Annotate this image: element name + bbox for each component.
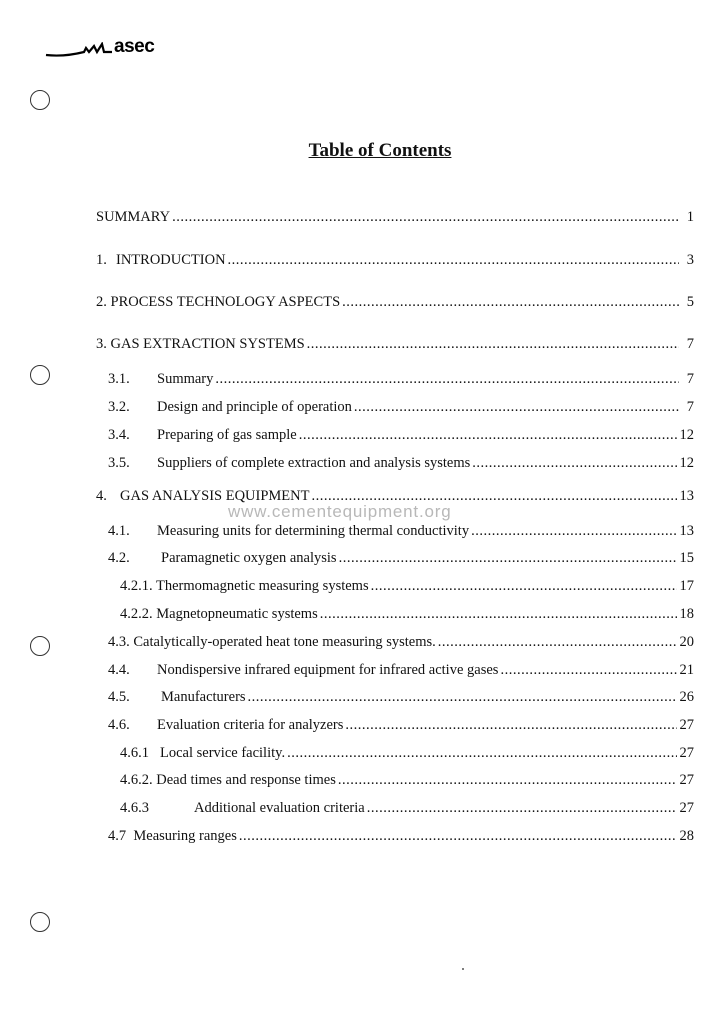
toc-entry-page: 27: [679, 717, 694, 733]
watermark-text: www.cementequipment.org: [228, 502, 452, 521]
toc-entry-label: Measuring units for determining thermal conductivity: [157, 523, 470, 539]
toc-entry-page: 13: [679, 488, 694, 504]
toc-entry[interactable]: [120, 742, 694, 762]
toc-entry-label: Nondispersive infrared equipment for infrared active gases: [157, 662, 499, 678]
toc-entry[interactable]: [120, 769, 694, 789]
toc-leader-dots: [338, 771, 677, 789]
toc-entry-page: 12: [679, 455, 694, 471]
toc-entry[interactable]: [108, 686, 694, 706]
toc-entry[interactable]: [120, 797, 694, 817]
toc-entry-page: 20: [679, 634, 694, 650]
toc-entry-label: 4.7 Measuring ranges: [108, 828, 237, 844]
logo-wordmark: asec: [114, 36, 155, 57]
toc-entry-label: Paramagnetic oxygen analysis: [161, 550, 337, 566]
toc-leader-dots: [320, 605, 677, 623]
toc-entry-page: 17: [679, 578, 694, 594]
toc-entry-label: 2. PROCESS TECHNOLOGY ASPECTS: [96, 294, 341, 310]
toc-entry-number: 4.6.: [108, 717, 130, 733]
toc-entry-number: 4.2.: [108, 550, 130, 566]
toc-leader-dots: [367, 799, 677, 817]
toc-leader-dots: [228, 251, 679, 269]
toc-entry[interactable]: [120, 603, 694, 623]
toc-entry-number: 4.1.: [108, 523, 130, 539]
toc-entry-number: 4.6.1: [120, 745, 149, 761]
toc-entry[interactable]: [108, 825, 694, 845]
toc-entry-number: 3.1.: [108, 371, 130, 387]
toc-entry-label: Preparing of gas sample: [157, 427, 297, 443]
toc-entry-page: 18: [679, 606, 694, 622]
toc-leader-dots: [438, 633, 677, 651]
toc-entry-label: Additional evaluation criteria: [194, 800, 365, 816]
toc-entry-label: 4.2.1. Thermomagnetic measuring systems: [120, 578, 369, 594]
toc-entry-label: Local service facility.: [160, 745, 286, 761]
toc-entry-page: 7: [686, 399, 694, 415]
toc-entry-page: 27: [679, 745, 694, 761]
toc-entry[interactable]: [108, 368, 694, 388]
toc-entry-page: 26: [679, 689, 694, 705]
toc-leader-dots: [345, 716, 676, 734]
toc-entry[interactable]: [108, 520, 694, 540]
toc-entry-label: Manufacturers: [161, 689, 246, 705]
toc-entry-label: Suppliers of complete extraction and analysis systems: [157, 455, 471, 471]
toc-leader-dots: [172, 208, 679, 226]
toc-leader-dots: [299, 426, 677, 444]
toc-entry-number: 4.: [96, 488, 107, 504]
toc-entry[interactable]: [108, 631, 694, 651]
toc-entry-page: 27: [679, 800, 694, 816]
toc-entry-label: SUMMARY: [96, 209, 171, 225]
toc-entry-label: Summary: [157, 371, 214, 387]
toc-entry-page: 21: [679, 662, 694, 678]
toc-leader-dots: [472, 454, 676, 472]
toc-leader-dots: [339, 549, 677, 567]
toc-leader-dots: [248, 688, 677, 706]
toc-entry-label: INTRODUCTION: [116, 252, 226, 268]
toc-entry-page: 7: [686, 336, 694, 352]
toc-entry-page: 12: [679, 427, 694, 443]
toc-entry-label: 4.3. Catalytically-operated heat tone measuring systems.: [108, 634, 436, 650]
toc-entry-label: GAS ANALYSIS EQUIPMENT: [120, 488, 310, 504]
toc-entry-page: 13: [679, 523, 694, 539]
page-title: Table of Contents: [308, 140, 452, 161]
toc-entry[interactable]: [96, 206, 694, 226]
scan-speck: [462, 968, 464, 970]
toc-leader-dots: [371, 577, 677, 595]
toc-leader-dots: [471, 522, 676, 540]
toc-entry[interactable]: [120, 575, 694, 595]
toc-entry[interactable]: [108, 396, 694, 416]
toc-entry-label: 4.6.2. Dead times and response times: [120, 772, 336, 788]
toc-entry[interactable]: [108, 547, 694, 567]
toc-entry[interactable]: [108, 424, 694, 444]
toc-leader-dots: [287, 744, 676, 762]
toc-entry-page: 27: [679, 772, 694, 788]
toc-entry-page: 5: [686, 294, 694, 310]
toc-entry-number: 3.5.: [108, 455, 130, 471]
toc-leader-dots: [500, 661, 676, 679]
toc-entry-page: 3: [686, 252, 694, 268]
toc-leader-dots: [307, 335, 679, 353]
toc-entry[interactable]: [96, 333, 694, 353]
toc-entry[interactable]: [108, 659, 694, 679]
toc-entry[interactable]: [96, 291, 694, 311]
toc-entry[interactable]: [96, 249, 694, 269]
toc-entry-label: 3. GAS EXTRACTION SYSTEMS: [96, 336, 305, 352]
toc-entry-page: 28: [679, 828, 694, 844]
toc-entry-number: 4.6.3: [120, 800, 149, 816]
toc-entry[interactable]: [108, 452, 694, 472]
toc-entry-number: 3.2.: [108, 399, 130, 415]
toc-leader-dots: [342, 293, 679, 311]
toc-leader-dots: [239, 827, 677, 845]
toc-entry-number: 1.: [96, 252, 107, 268]
toc-entry-label: Evaluation criteria for analyzers: [157, 717, 344, 733]
toc-entry[interactable]: [108, 714, 694, 734]
toc-entry-label: Design and principle of operation: [157, 399, 352, 415]
toc-leader-dots: [215, 370, 679, 388]
toc-entry-number: 3.4.: [108, 427, 130, 443]
toc-entry-label: 4.2.2. Magnetopneumatic systems: [120, 606, 318, 622]
toc-entry-page: 15: [679, 550, 694, 566]
toc-entry-page: 1: [686, 209, 694, 225]
toc-leader-dots: [354, 398, 679, 416]
toc-entry-number: 4.4.: [108, 662, 130, 678]
toc-entry-number: 4.5.: [108, 689, 130, 705]
toc-entry-page: 7: [686, 371, 694, 387]
